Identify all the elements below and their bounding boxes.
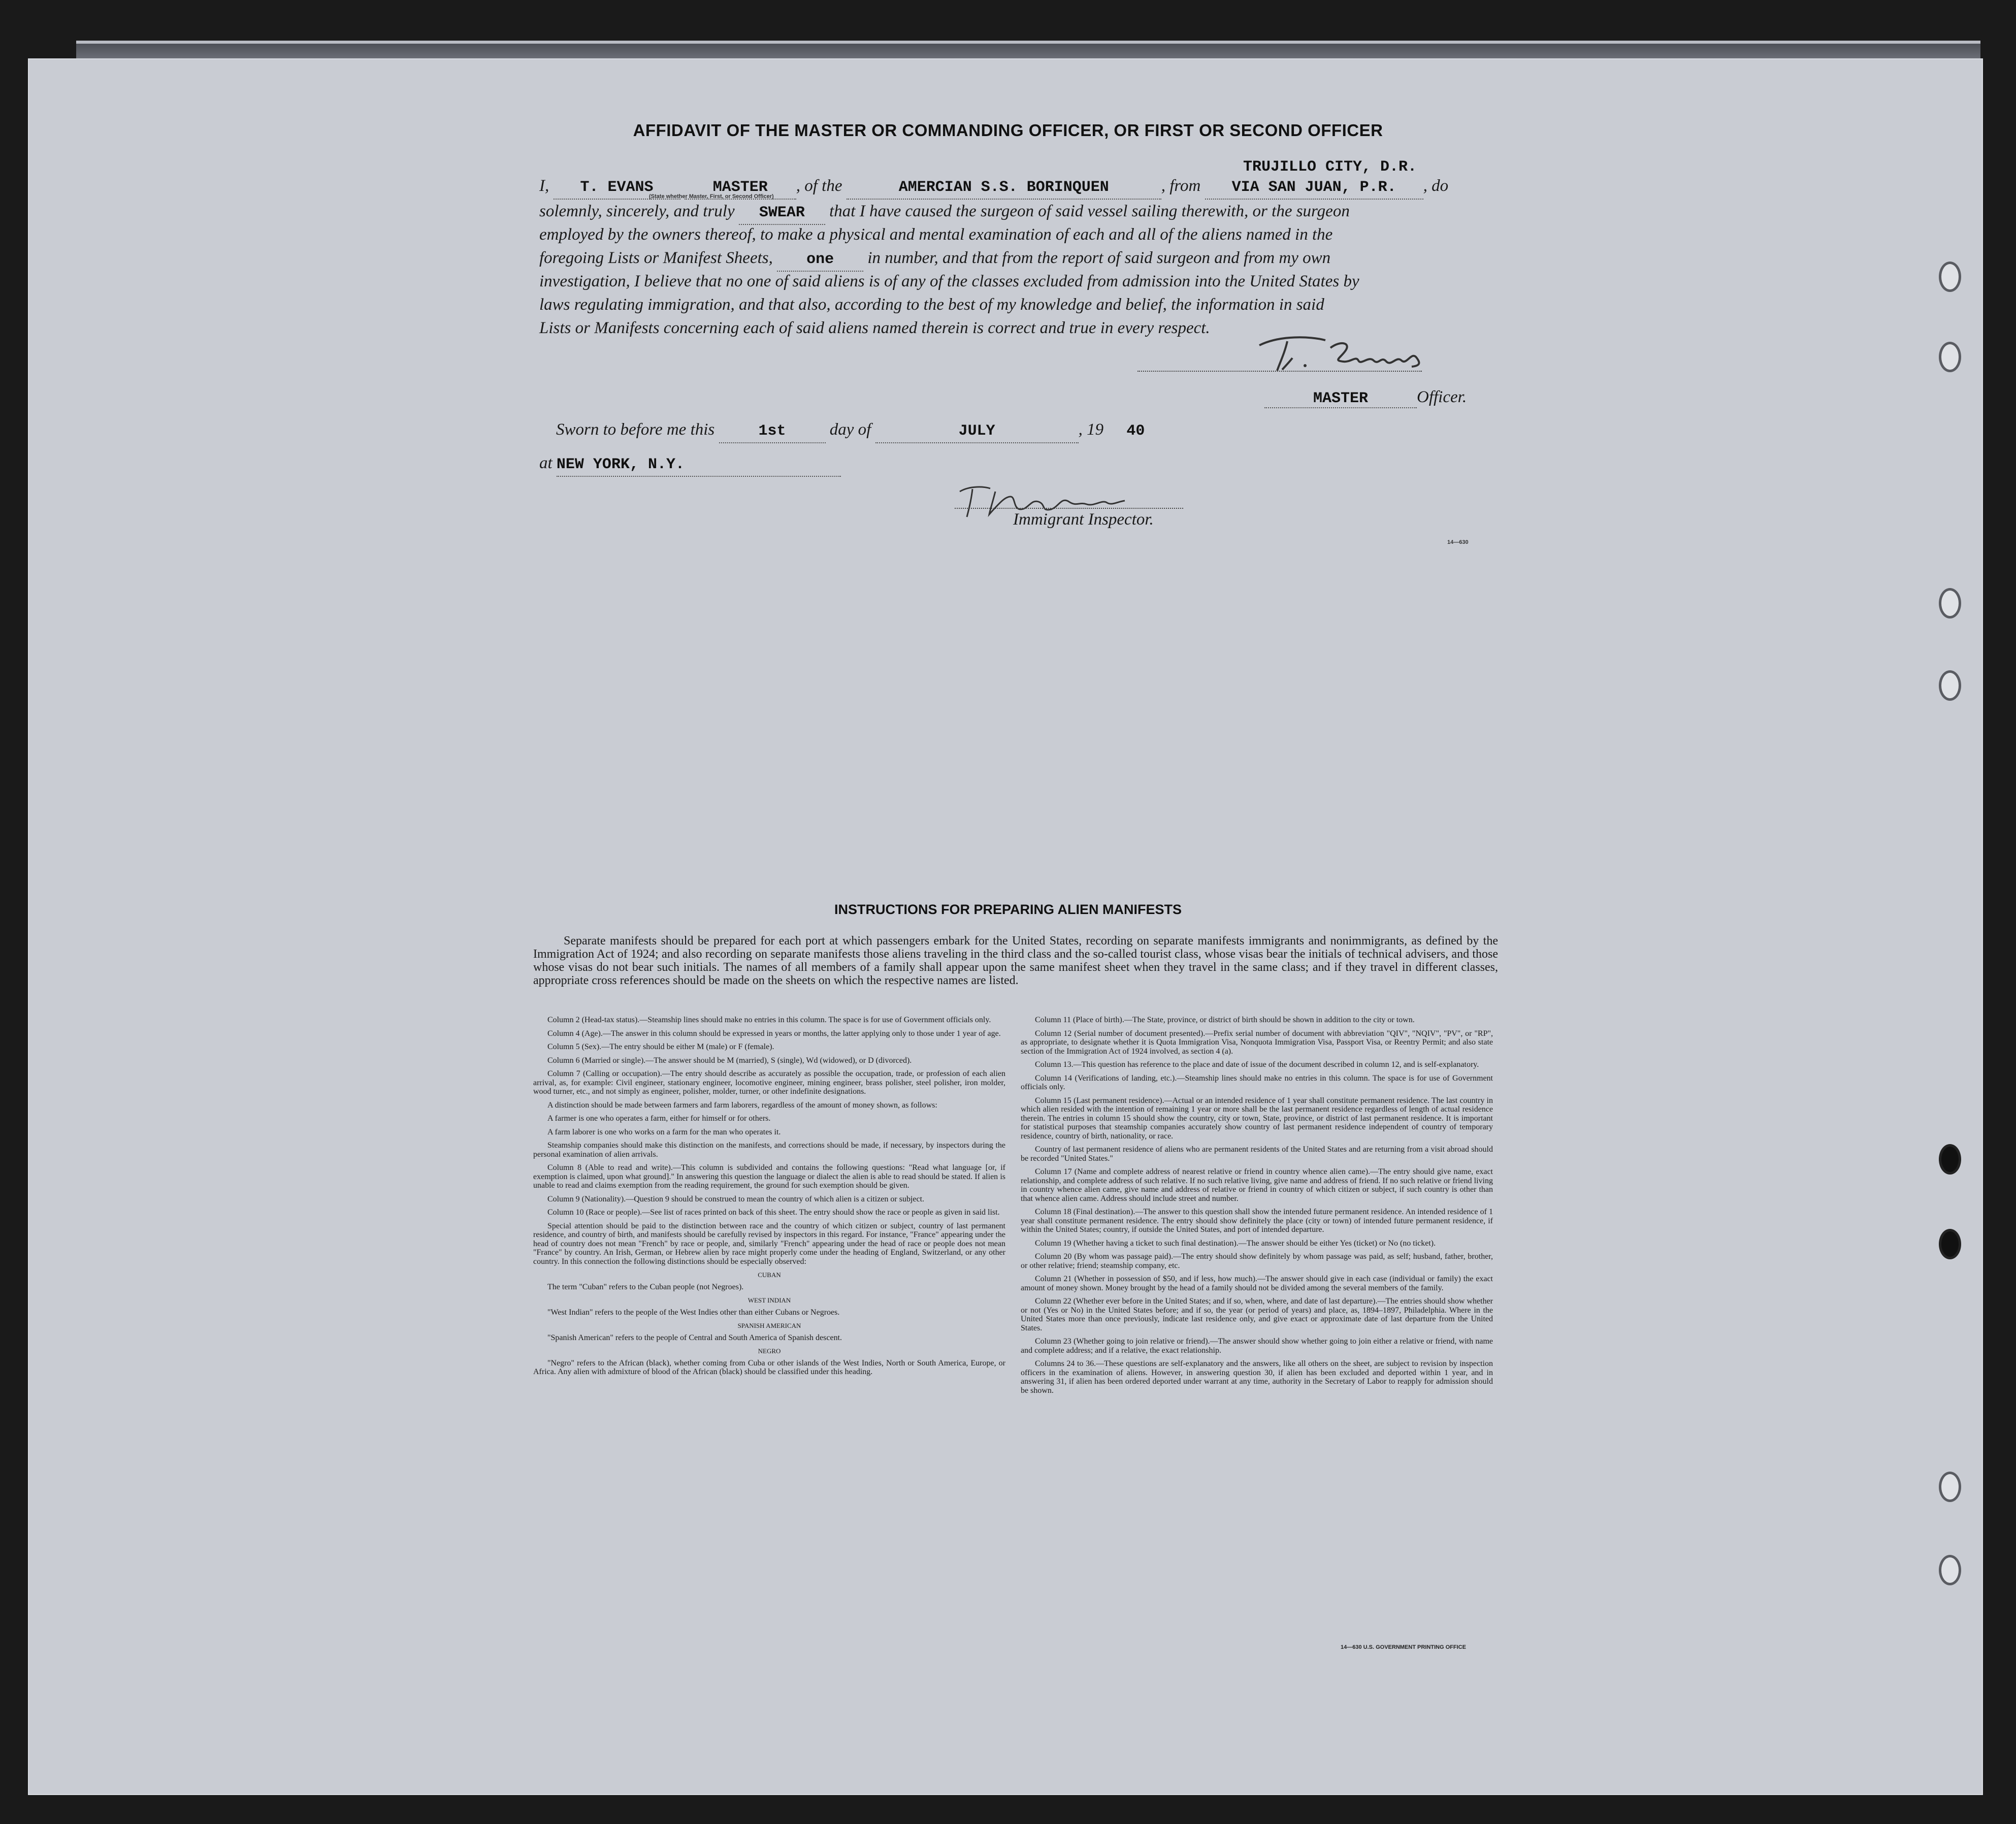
instructions-right-column [1021,1016,1493,1399]
binder-hole [1939,1555,1961,1585]
sheet-count-field: one [777,248,863,272]
instructions-intro: Separate manifests should be prepared for each port at which passengers embark for the United States, recording on separate manifests immigrants and nonimmigrants, as defined by the Immigration Act of 1924; and also recording on separate manifests those aliens traveling in the third class and the so-called tourist class, whose visas bear the initials of technical advisers, and those whose visas do not bear such initials. The names of all members of a family shall appear upon the same manifest sheet when they travel in the same class; and if they travel in different classes, appropriate cross references should be made on the sheets on which the respective names are listed. [533,934,1498,987]
cuban-text: The term "Cuban" refers to the Cuban people (not Negroes). [547,1282,744,1291]
instruction-paragraph: A farmer is one who operates a farm, either for himself or for others. [547,1114,771,1123]
affidavit-line-3: employed by the owners thereof, to make a physical and mental examination of each and all of the aliens named in the [539,225,1333,244]
binder-hole [1939,1229,1961,1259]
instructions-left-column [533,1016,1005,1381]
binder-hole [1939,342,1961,372]
place-line: at NEW YORK, N.Y. [539,452,1504,477]
binder-hole [1939,588,1961,618]
instruction-paragraph: Column 5 (Sex).—The entry should be either M (male) or F (female). [547,1043,774,1051]
affidavit-line-7: Lists or Manifests concerning each of said aliens named therein is correct and true in every respect. [539,319,1210,337]
instruction-paragraph: Column 19 (Whether having a ticket to such final destination).—The answer should be either Yes (ticket) or No (no ticket). [1035,1239,1436,1248]
affidavit-title: AFFIDAVIT OF THE MASTER OR COMMANDING OFFICER, OR FIRST OR SECOND OFFICER [633,121,1383,140]
vessel-field: AMERCIAN S.S. BORINQUEN [847,176,1161,200]
cuban-heading: CUBAN [758,1271,781,1279]
sworn-line: Sworn to before me this 1st day of JULY , 19 40 [556,418,1521,443]
master-name-field: T. EVANS [554,176,680,200]
spanish-american-text: "Spanish American" refers to the people of Central and South America of Spanish descent. [547,1333,842,1342]
west-indian-text: "West Indian" refers to the people of the West Indies other than either Cubans or Negroes. [547,1308,840,1317]
master-signature [1249,330,1432,376]
negro-text: "Negro" refers to the African (black), whether coming from Cuba or other islands of the West Indies, North or South America, Europe, or Africa. Any alien with admixture of blood of the African (black) should be classified under this heading. [533,1358,1005,1376]
instruction-paragraph: Column 14 (Verifications of landing, etc.).—Steamship lines should make no entries in this column. The space is for use of Government officials only. [1021,1073,1493,1091]
affidavit-line-4: foregoing Lists or Manifest Sheets, one in number, and that from the report of said surgeon and from my own [539,247,1504,272]
affidavit-line-5: investigation, I believe that no one of said aliens is of any of the classes excluded from admission into the United States by [539,272,1359,290]
instruction-paragraph: Column 10 (Race or people).—See list of races printed on back of this sheet. The entry should show the race or people as given in said list. [547,1208,1000,1217]
instruction-paragraph: Column 8 (Able to read and write).—This column is subdivided and contains the following questions: "Read what language [or, if exemption is claimed, upon what ground]." In answering this question the language or dialect the alien is able to read should be stated. If alien is unable to read and claims exemption from the reading requirement, the ground for such exemption should be given. [533,1163,1005,1190]
officer-line: MASTER Officer. [1264,388,1467,408]
instruction-paragraph: Column 21 (Whether in possession of $50, and if less, how much).—The answer should give in each case (individual or family) the exact amount of money shown. Money brought by the head of a family should not be divided among the several members of the family. [1021,1275,1493,1292]
instruction-paragraph: Country of last permanent residence of aliens who are permanent residents of the United States and are returning from a visit abroad should be recorded "United States." [1021,1145,1493,1163]
rank-field: MASTER [685,176,796,200]
instruction-paragraph: Column 2 (Head-tax status).—Steamship lines should make no entries in this column. The space is for use of Government officials only. [547,1016,991,1024]
from-port-line1: TRUJILLO CITY, D.R. [1243,158,1417,176]
affidavit-line-1: I, T. EVANS MASTER , of the AMERCIAN S.S. BORINQUEN , from VIA SAN JUAN, P.R. , do [539,175,1504,200]
instruction-paragraph: Column 11 (Place of birth).—The State, province, or district of birth should be shown in addition to the city or town. [1035,1016,1415,1024]
inspector-label: Immigrant Inspector. [1013,510,1154,529]
instruction-paragraph: Column 18 (Final destination).—The answer to this question shall show the intended future permanent residence. An intended residence of 1 year shall constitute permanent residence. The entry should show definitely the place (city or town) of intended future permanent residence, if within the United States; country, if outside the United States, and port of intended departure. [1021,1208,1493,1234]
place-field: NEW YORK, N.Y. [557,453,841,477]
instruction-paragraph: Steamship companies should make this distinction on the manifests, and corrections should be made, if necessary, by inspectors during the personal examination of alien arrivals. [533,1141,1005,1159]
instruction-paragraph: Special attention should be paid to the distinction between race and the country of which citizen or subject, country of last permanent residence, and country of birth, and manifests should be carefully revised by inspectors in this regard. For instance, "France" appearing under the head of country does not mean "French" by race or people, and, similarly "French" appearing under the head of race or people does not mean "France" by country. An Irish, German, or Hebrew alien by race might properly come under the heading of England, Switzerland, or any other country. In this connection the following distinctions should be especially observed: [533,1221,1005,1266]
year-field: 40 [1126,422,1145,440]
instruction-paragraph: Column 6 (Married or single).—The answer should be M (married), S (single), Wd (widowed), or D (divorced). [547,1056,912,1065]
instruction-paragraph: Column 22 (Whether ever before in the United States; and if so, when, where, and date of last departure).—The entries should show whether or not (Yes or No) in the United States before; and if so, the year (or period of years) and place, as, 1894–1897, Philadelphia. Where in the United States more than once previously, indicate last residence only, and give exact or approximate date of last departure from the United States. [1021,1297,1493,1332]
day-field: 1st [719,420,826,443]
binder-hole [1939,670,1961,701]
instruction-paragraph: Column 15 (Last permanent residence).—Actual or an intended residence of 1 year shall constitute permanent residence. The last country in which alien resided with the intention of remaining 1 year or more shall be the last permanent residence regardless of length of actual residence therein. The entries in column 15 should show the country, city or town, State, province, or district of last permanent residence. It is important for statistical purposes that steamship companies accurately show country of last permanent residence independent of country of temporary residence, country of birth, nationality, or race. [1021,1096,1493,1141]
negro-heading: NEGRO [758,1347,781,1355]
instruction-paragraph: Column 23 (Whether going to join relative or friend).—The answer should show whether going to join either a relative or friend, with name and complete address; and if a relative, the exact relationship. [1021,1337,1493,1355]
west-indian-heading: WEST INDIAN [747,1296,791,1304]
officer-title-field: MASTER [1264,390,1417,408]
instruction-paragraph: Columns 24 to 36.—These questions are self-explanatory and the answers, like all others on the sheet, are subject to revision by inspection officers in the examination of aliens. However, in answering question 30, if alien has been excluded and deported within 1 year, and in answering 31, if alien has been ordered deported under warrant at any time, authority in the Secretary of Labor to reapply for admission should be shown. [1021,1359,1493,1395]
affidavit-line-6: laws regulating immigration, and that also, according to the best of my knowledge and belief, the information in said [539,296,1324,314]
instruction-paragraph: Column 13.—This question has reference to the place and date of issue of the document described in column 12, and is self-explanatory. [1035,1060,1479,1069]
rank-note: (State whether Master, First, or Second Officer) [649,193,774,200]
instruction-paragraph: Column 17 (Name and complete address of nearest relative or friend in country whence alien came).—The entry should give name, exact relationship, and complete address of such relative. If no such relative living, give name and address of friend. If no such relative or friend living in country whence alien came, give name and address of relative or friend in country of which citizen or subject, if such country is other than that whence alien came. Address should include street and number. [1021,1167,1493,1203]
form-number: 14—630 [1447,539,1469,545]
inspector-signature-line [955,508,1183,509]
affidavit-line-2: solemnly, sincerely, and truly SWEAR that I have caused the surgeon of said vessel sailing therewith, or the surgeon [539,200,1504,225]
instructions-title: INSTRUCTIONS FOR PREPARING ALIEN MANIFESTS [834,902,1182,917]
instruction-paragraph: Column 9 (Nationality).—Question 9 should be construed to mean the country of which alien is a citizen or subject. [547,1194,925,1203]
instruction-paragraph: A farm laborer is one who works on a farm for the man who operates it. [547,1127,781,1136]
instruction-paragraph: Column 4 (Age).—The answer in this column should be expressed in years or months, the latter applying only to those under 1 year of age. [547,1029,1001,1038]
binder-hole [1939,1472,1961,1502]
month-field: JULY [875,420,1079,443]
printing-office-note: 14—630 U.S. GOVERNMENT PRINTING OFFICE [1341,1644,1466,1650]
instruction-paragraph: Column 20 (By whom was passage paid).—The entry should show definitely by whom passage was paid, as self; husband, father, brother, or other relative; friend; steamship company, etc. [1021,1252,1493,1270]
binder-hole [1939,1144,1961,1175]
from-port-field: VIA SAN JUAN, P.R. [1205,176,1423,200]
instruction-paragraph: Column 7 (Calling or occupation).—The entry should describe as accurately as possible the occupation, trade, or profession of each alien arrival, as, for example: Civil engineer, stationary engineer, locomotive engineer, mining engineer, brass polisher, steel polisher, iron molder, wood turner, etc., and not simply as engineer, polisher, molder, turner, or other indefinite designations. [533,1069,1005,1096]
spanish-american-heading: SPANISH AMERICAN [737,1322,801,1329]
binder-hole [1939,262,1961,292]
instruction-paragraph: A distinction should be made between farmers and farm laborers, regardless of the amount of money shown, as follows: [547,1100,937,1110]
signature-line [1137,371,1422,372]
instruction-paragraph: Column 12 (Serial number of document presented).—Prefix serial number of document with abbreviation "QIV", "NQIV", "PV", or "RP", as appropriate, to designate whether it is Quota Immigration Visa, Nonquota Immigration Visa, Passport Visa, or Reentry Permit; and also state section of the Immigration Act of 1924 involved, as section 4 (a). [1021,1029,1493,1056]
oath-field: SWEAR [739,202,825,225]
